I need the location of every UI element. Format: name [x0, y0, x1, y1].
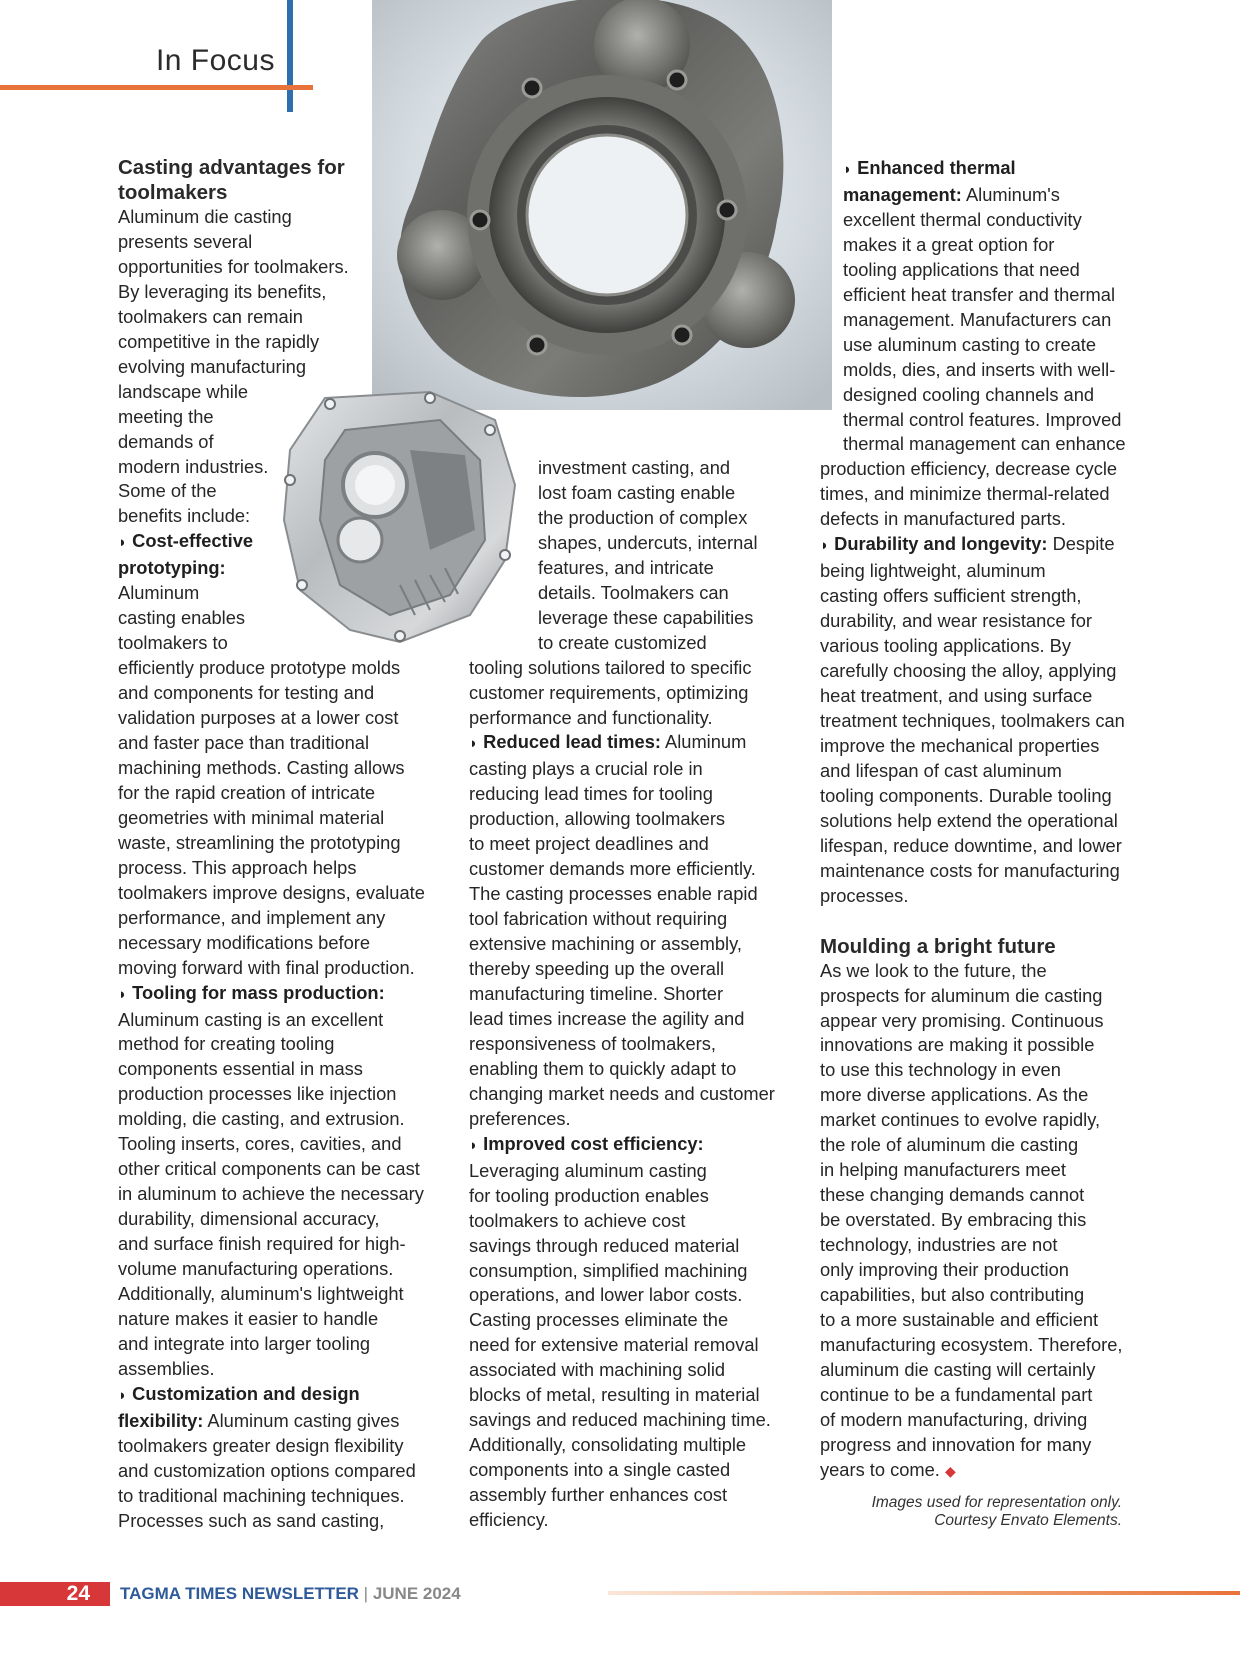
image-caption: [762, 1494, 1122, 1530]
text-line: associated with machining solid: [469, 1359, 726, 1381]
text-line: modern industries.: [118, 455, 269, 477]
text-line: components into a single casted: [469, 1459, 731, 1481]
text-line: durability, dimensional accuracy,: [118, 1208, 380, 1230]
text-line: manufacturing ecosystem. Therefore,: [820, 1333, 1123, 1355]
text-line: Aluminum: [665, 731, 747, 753]
text-line: geometries with minimal material: [118, 806, 385, 828]
bullet-icon: ◗: [843, 161, 853, 178]
text-line: tool fabrication without requiring: [469, 908, 728, 930]
flange-photo: [372, 0, 832, 410]
text-line: for tooling production enables: [469, 1184, 709, 1206]
text-line: machining methods. Casting allows: [118, 756, 405, 778]
text-line: details. Toolmakers can: [538, 581, 729, 603]
text-line: and customization options compared: [118, 1459, 416, 1481]
text-line: lifespan, reduce downtime, and lower: [820, 834, 1122, 856]
bullet-improved-cost-efficiency: [469, 1132, 779, 1533]
text-line: competitive in the rapidly: [118, 330, 320, 352]
page-number: [0, 1582, 110, 1606]
text-line: continue to be a fundamental part: [820, 1383, 1093, 1405]
text-line: toolmakers greater design flexibility: [118, 1434, 404, 1456]
text-line: Aluminum's: [965, 183, 1060, 205]
text-line: makes it a great option for: [843, 233, 1055, 255]
text-line: Additionally, aluminum's lightweight: [118, 1282, 404, 1304]
text-line: capabilities, but also contributing: [820, 1283, 1085, 1305]
text-line: enabling them to quickly adapt to: [469, 1057, 737, 1079]
text-line: solutions help extend the operational: [820, 809, 1118, 831]
text-line: blocks of metal, resulting in material: [469, 1384, 760, 1406]
text-line: production efficiency, decrease cycle: [820, 458, 1118, 480]
text-line: prospects for aluminum die casting: [820, 984, 1103, 1006]
bullet-title: management:: [843, 183, 962, 205]
text-line: toolmakers improve designs, evaluate: [118, 881, 425, 903]
text-line: in helping manufacturers meet: [820, 1159, 1066, 1181]
text-line: production processes like injection: [118, 1083, 397, 1105]
bullet-enhanced-thermal-management: [820, 156, 1130, 532]
text-line: carefully choosing the alloy, applying: [820, 660, 1117, 682]
text-line: Additionally, consolidating multiple: [469, 1434, 747, 1456]
column-2: [469, 456, 779, 1533]
bullet-icon: ◗: [820, 537, 830, 555]
text-line: in aluminum to achieve the necessary: [118, 1183, 424, 1205]
text-line: treatment techniques, toolmakers can: [820, 709, 1125, 731]
text-line: and components for testing and: [118, 682, 375, 704]
text-line: improve the mechanical properties: [820, 734, 1100, 756]
text-line: technology, industries are not: [820, 1234, 1058, 1256]
text-line: Despite: [1052, 533, 1115, 555]
footer-publication: [120, 1582, 461, 1606]
text-line: Aluminum: [118, 582, 200, 604]
text-line: aluminum die casting will certainly: [820, 1358, 1096, 1380]
text-line: maintenance costs for manufacturing: [820, 859, 1120, 881]
text-line: be overstated. By embracing this: [820, 1209, 1087, 1231]
text-line: to a more sustainable and efficient: [820, 1308, 1099, 1330]
text-line: process. This approach helps: [118, 856, 357, 878]
text-line: customer demands more efficiently.: [469, 858, 756, 880]
footer-separator: |: [363, 1584, 369, 1603]
bullet-tooling-mass-production: [118, 981, 428, 1382]
footer-rule: [608, 1591, 1240, 1595]
col1-intro: [118, 205, 428, 529]
bullet-title: Durability and longevity:: [834, 533, 1048, 555]
text-line: operations, and lower labor costs.: [469, 1284, 743, 1306]
bullet-title: Enhanced thermal: [857, 157, 1016, 178]
text-line: durability, and wear resistance for: [820, 610, 1092, 632]
text-line: waste, streamlining the prototyping: [118, 831, 401, 853]
text-line: toolmakers to: [118, 632, 228, 654]
text-line: use aluminum casting to create: [843, 333, 1097, 355]
text-line: benefits include:: [118, 505, 251, 527]
text-line: market continues to evolve rapidly,: [820, 1109, 1101, 1131]
text-line: shapes, undercuts, internal: [538, 531, 758, 553]
text-line: various tooling applications. By: [820, 635, 1072, 657]
end-mark-icon: ◆: [944, 1462, 956, 1479]
publication-name: TAGMA TIMES NEWSLETTER: [120, 1584, 359, 1603]
text-line: changing market needs and customer: [469, 1082, 775, 1104]
text-line: lost foam casting enable: [538, 481, 736, 503]
text-line: moving forward with final production.: [118, 956, 415, 978]
bullet-icon: ◗: [469, 1136, 479, 1154]
text-line: toolmakers to achieve cost: [469, 1209, 686, 1231]
text-line: thereby speeding up the overall: [469, 958, 725, 980]
text-line: efficiently produce prototype molds: [118, 657, 401, 679]
caption-line: Courtesy Envato Elements.: [934, 1512, 1122, 1529]
bullet-icon: ◗: [118, 985, 128, 1003]
text-line: the role of aluminum die casting: [820, 1134, 1079, 1156]
text-line: molds, dies, and inserts with well-: [843, 358, 1116, 380]
text-line: of modern manufacturing, driving: [820, 1408, 1088, 1430]
text-line: only improving their production: [820, 1259, 1069, 1281]
text-line: excellent thermal conductivity: [843, 208, 1082, 230]
text-line: features, and intricate: [538, 556, 714, 578]
bullet-customization-flexibility: [118, 1382, 428, 1534]
text-line: to create customized: [538, 631, 707, 653]
text-line: components essential in mass: [118, 1058, 363, 1080]
bullet-icon: ◗: [118, 534, 128, 552]
text-line: Some of the: [118, 480, 217, 502]
column-3: [820, 156, 1130, 1484]
text-line: performance, and implement any: [118, 906, 386, 928]
text-line: By leveraging its benefits,: [118, 280, 327, 302]
text-line: Tooling inserts, cores, cavities, and: [118, 1133, 402, 1155]
text-line: heat treatment, and using surface: [820, 685, 1093, 707]
text-line: demands of: [118, 430, 214, 452]
page-number-text: 24: [66, 1582, 90, 1605]
text-line: necessary modifications before: [118, 931, 371, 953]
text-line: The casting processes enable rapid: [469, 883, 758, 905]
text-line: to meet project deadlines and: [469, 833, 709, 855]
text-line: times, and minimize thermal-related: [820, 483, 1110, 505]
text-line: preferences.: [469, 1107, 571, 1129]
text-line: and lifespan of cast aluminum: [820, 759, 1062, 781]
bullet-title: Tooling for mass production:: [132, 981, 385, 1003]
text-line: Aluminum casting gives: [207, 1409, 400, 1431]
column-1: [118, 155, 428, 1534]
text-line: progress and innovation for many: [820, 1433, 1092, 1455]
text-line: Processes such as sand casting,: [118, 1509, 385, 1531]
text-line: leverage these capabilities: [538, 606, 754, 628]
bullet-title: Customization and design: [132, 1382, 360, 1404]
bullet-title: Reduced lead times:: [483, 731, 661, 753]
text-line: designed cooling channels and: [843, 383, 1095, 405]
text-line: savings through reduced material: [469, 1234, 740, 1256]
text-line: Leveraging aluminum casting: [469, 1159, 707, 1181]
text-line: to use this technology in even: [820, 1059, 1061, 1081]
future-paragraph: [820, 959, 1130, 1484]
text-line: performance and functionality.: [469, 706, 713, 728]
text-line: these changing demands cannot: [820, 1184, 1085, 1206]
text-line: Aluminum die casting: [118, 206, 292, 227]
text-line: nature makes it easier to handle: [118, 1307, 379, 1329]
text-line: savings and reduced machining time.: [469, 1409, 771, 1431]
text-line: lead times increase the agility and: [469, 1007, 745, 1029]
text-line: method for creating tooling: [118, 1033, 335, 1055]
caption-line: Images used for representation only.: [871, 1494, 1122, 1511]
bullet-title: Improved cost efficiency:: [483, 1132, 704, 1154]
text-line: presents several: [118, 230, 253, 252]
text-line: casting plays a crucial role in: [469, 758, 703, 780]
text-line: evolving manufacturing: [118, 355, 306, 377]
text-line: years to come.: [820, 1458, 940, 1480]
text-line: tooling solutions tailored to specific: [469, 656, 752, 678]
text-line: extensive machining or assembly,: [469, 933, 742, 955]
text-line: to traditional machining techniques.: [118, 1484, 405, 1506]
bullet-cost-effective-prototyping: [118, 529, 428, 980]
text-line: consumption, simplified machining: [469, 1259, 748, 1281]
bullet-title: Cost-effective prototyping:: [118, 530, 254, 579]
text-line: management. Manufacturers can: [843, 308, 1112, 330]
bullet-reduced-lead-times: [469, 730, 779, 1131]
text-line: the production of complex: [538, 506, 748, 528]
text-line: casting offers sufficient strength,: [820, 585, 1082, 607]
text-line: manufacturing timeline. Shorter: [469, 983, 724, 1005]
text-line: efficient heat transfer and thermal: [843, 283, 1116, 305]
bullet-icon: ◗: [469, 735, 479, 753]
text-line: processes.: [820, 884, 909, 906]
text-line: molding, die casting, and extrusion.: [118, 1108, 405, 1130]
text-line: reducing lead times for tooling: [469, 783, 713, 805]
text-line: opportunities for toolmakers.: [118, 255, 349, 277]
text-line: tooling applications that need: [843, 258, 1080, 280]
section-label: In Focus: [155, 44, 275, 77]
text-line: landscape while: [118, 380, 249, 402]
text-line: tooling components. Durable tooling: [820, 784, 1112, 806]
text-line: and integrate into larger tooling: [118, 1332, 371, 1354]
text-line: production, allowing toolmakers: [469, 808, 726, 830]
text-line: validation purposes at a lower cost: [118, 707, 399, 729]
text-line: innovations are making it possible: [820, 1034, 1095, 1056]
text-line: thermal management can enhance: [843, 433, 1126, 455]
col1-heading: Casting advantages for toolmakers: [118, 156, 345, 204]
text-line: meeting the: [118, 405, 214, 427]
text-line: assembly further enhances cost: [469, 1484, 728, 1506]
text-line: customer requirements, optimizing: [469, 681, 749, 703]
bullet-icon: ◗: [118, 1386, 128, 1404]
text-line: As we look to the future, the: [820, 959, 1047, 981]
bullet-durability-longevity: [820, 532, 1130, 908]
text-line: volume manufacturing operations.: [118, 1258, 394, 1280]
text-line: for the rapid creation of intricate: [118, 781, 376, 803]
bullet-title: flexibility:: [118, 1409, 204, 1431]
header-horizontal-rule: [0, 85, 313, 90]
text-line: more diverse applications. As the: [820, 1084, 1089, 1106]
text-line: assemblies.: [118, 1357, 215, 1379]
text-line: appear very promising. Continuous: [820, 1009, 1104, 1031]
text-line: defects in manufactured parts.: [820, 508, 1066, 530]
text-line: and faster pace than traditional: [118, 732, 370, 754]
text-line: toolmakers can remain: [118, 305, 303, 327]
header-vertical-rule: [287, 0, 293, 112]
issue-date: JUNE 2024: [372, 1584, 461, 1603]
text-line: casting enables: [118, 607, 246, 629]
text-line: investment casting, and: [538, 457, 731, 478]
text-line: and surface finish required for high-: [118, 1233, 406, 1255]
text-line: need for extensive material removal: [469, 1334, 759, 1356]
text-line: thermal control features. Improved: [843, 408, 1122, 430]
text-line: efficiency.: [469, 1509, 549, 1531]
text-line: responsiveness of toolmakers,: [469, 1032, 716, 1054]
text-line: Casting processes eliminate the: [469, 1309, 729, 1331]
text-line: being lightweight, aluminum: [820, 560, 1046, 582]
col3-heading: Moulding a bright future: [820, 934, 1056, 958]
col2-continuation: [469, 456, 779, 730]
text-line: Aluminum casting is an excellent: [118, 1008, 384, 1030]
text-line: other critical components can be cast: [118, 1158, 420, 1180]
